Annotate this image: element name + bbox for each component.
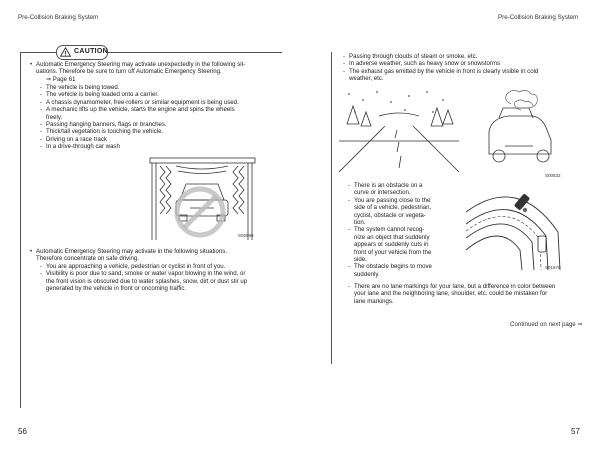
figure-id-car-wash: S00898 [238, 233, 254, 238]
list-item-continued: cyclist, obstacle or vegeta- [354, 211, 426, 219]
page-number-left: 56 [18, 427, 27, 436]
list-item: - Visibility is poor due to sand, smoke or water vapor blowing in the wind, or [46, 270, 281, 277]
right-list-top [349, 53, 571, 83]
figure-id-weather: S00832 [545, 173, 561, 178]
caution-text: CAUTION [74, 48, 108, 55]
right-lane-paragraph [354, 283, 579, 305]
list-item: - Passing through clouds of steam or smoke, etc. [349, 53, 571, 60]
caution-p1-line2: uations. Therefore be sure to turn off Automatic Emergency Steering. [36, 68, 222, 76]
page-reference: ⇒ Page 61 [46, 75, 76, 83]
page-header-left: Pre-Collision Braking System [18, 14, 99, 21]
list-item: - Driving on a race track [46, 136, 276, 143]
list-item-continued: appears or suddenly cuts in [354, 241, 429, 249]
list-item: - Thick/tall vegetation is touching the vehicle. [46, 128, 276, 135]
list-item: - A mechanic lifts up the vehicle, starts the engine and spins the wheels [46, 106, 276, 113]
list-item: - The vehicle is being towed. [46, 84, 276, 91]
list-item: - You are passing close to the [354, 197, 472, 204]
list-item: - There are no lane markings for your lane, but a difference in color between [354, 283, 579, 290]
list-item: - In adverse weather, such as heavy snow or snowstorms [349, 60, 571, 67]
list-item-continued: weather, etc. [349, 75, 384, 83]
list-item: - The exhaust gas emitted by the vehicle in front is clearly visible in cold [349, 68, 571, 75]
list-item: - There is an obstacle on a [354, 182, 472, 189]
list-item-continued: suddenly. [354, 270, 380, 278]
list-item-continued: freely. [46, 113, 63, 121]
svg-text:!: ! [64, 50, 67, 57]
page-header-right: Pre-Collision Braking System [498, 14, 579, 21]
warning-icon [60, 47, 71, 57]
list-item: - Passing hanging banners, flags or branches. [46, 121, 276, 128]
caution-p2-line2: Therefore concentrate on safe driving. [36, 255, 139, 263]
curved-road-illustration [462, 180, 570, 270]
list-item: - The vehicle is being loaded onto a carrier. [46, 91, 276, 98]
car-wash-illustration [142, 152, 268, 242]
list-item-continued: nize an object that suddenly [354, 233, 430, 241]
caution-list-1 [46, 84, 276, 151]
list-item-continued: your lane and the neighboring lane, shoulder, etc. could be mistaken for [354, 290, 548, 298]
list-item-continued: tion. [354, 219, 366, 227]
list-item-continued: the front vision is obscured due to water splashes, snow, dirt or dust stir up [46, 277, 248, 285]
list-item-continued: side. [354, 256, 367, 264]
caution-p2-line1: • Automatic Emergency Steering may activate in the following situations. [36, 248, 276, 255]
list-item: - In a drive-through car wash [46, 143, 276, 150]
list-item-continued: front of your vehicle from the [354, 248, 432, 256]
right-list-b [354, 182, 472, 278]
list-item: - A chassis dynamometer, free-rollers or similar equipment is being used. [46, 99, 276, 106]
caution-p1-line1: • Automatic Emergency Steering may activate unexpectedly in the following sit- [36, 61, 276, 68]
page-number-right: 57 [571, 427, 580, 436]
list-item-continued: generated by the vehicle in front or oncoming traffic. [46, 285, 187, 293]
caution-paragraph-1 [36, 61, 276, 83]
list-item-continued: side of a vehicle, pedestrian, [354, 204, 432, 212]
caution-paragraph-2 [36, 248, 276, 263]
adverse-weather-illustration [339, 86, 569, 172]
caution-list-2 [46, 263, 281, 293]
list-item: - The obstacle begins to move [354, 263, 472, 270]
list-item-continued: curve or intersection. [354, 189, 411, 197]
list-item: - The system cannot recog- [354, 226, 472, 233]
caution-box-right-border [331, 52, 332, 364]
list-item-continued: lane markings. [354, 297, 394, 305]
continued-next-page: Continued on next page ⇒ [510, 321, 583, 328]
figure-id-curve: S01670 [545, 265, 561, 270]
list-item: - You are approaching a vehicle, pedestrian or cyclist in front of you. [46, 263, 281, 270]
caution-label [56, 45, 108, 60]
